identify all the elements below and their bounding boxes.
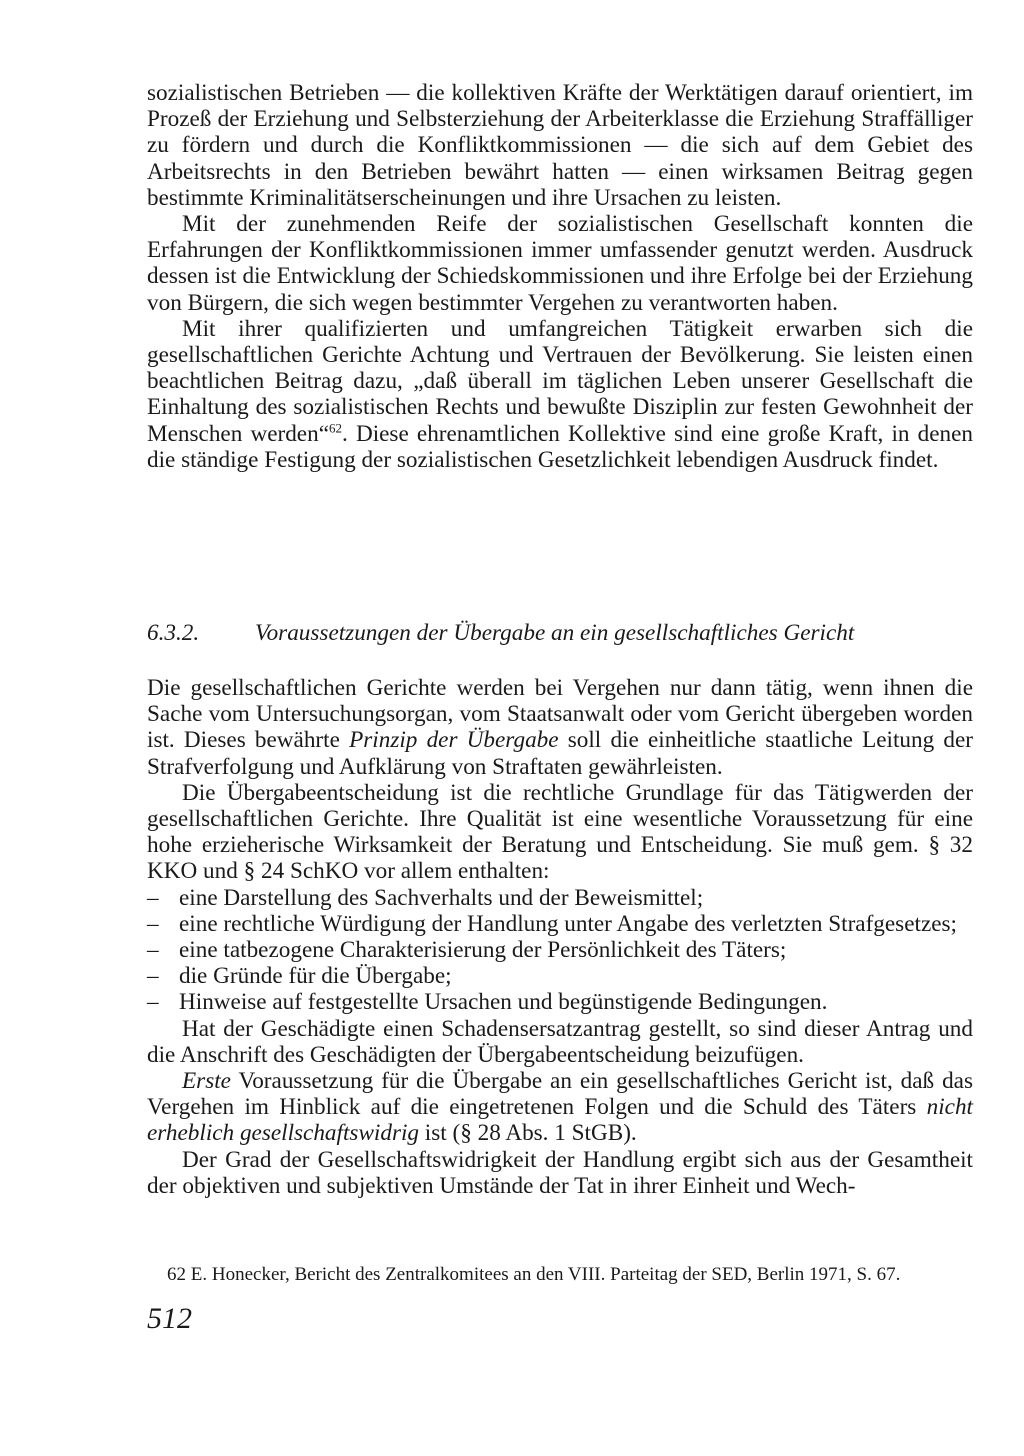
paragraph-2: Mit der zunehmenden Reife der sozialistischen Gesellschaft konnten die Erfahrungen der Konfliktkommissionen immer umfassender genutzt werden. Ausdruck dessen ist die Entwicklung der Schiedskommissionen und ihre Erfolge bei der Erziehung von Bürgern, die sich wegen bestimmter Vergehen zu verantworten haben.: [147, 211, 973, 316]
dash-bullet: –: [147, 910, 159, 937]
paragraph-7: [147, 1068, 973, 1147]
paragraph-6: Hat der Geschädigte einen Schadensersatzantrag gestellt, so sind dieser Antrag und die Anschrift des Geschädigten der Übergabeentscheidung beizufügen.: [147, 1015, 973, 1068]
paragraph-4-text-end: soll die einheitliche staatliche Leitung der Strafverfolgung und Aufklärung von Straftaten gewährleisten.: [147, 727, 973, 780]
paragraph-5: Die Übergabeentscheidung ist die rechtliche Grundlage für das Tätigwerden der gesellschaftlichen Gerichte. Ihre Qualität ist eine wesentliche Voraussetzung für eine hohe erzieherische Wirksamkeit der Beratung und Entscheidung. Sie muß gem. § 32 KKO und § 24 SchKO vor allem enthalten:: [147, 779, 973, 885]
paragraph-3: [147, 316, 973, 473]
dash-bullet: –: [147, 937, 159, 964]
paragraph-7-text: Voraussetzung für die Übergabe an ein gesellschaftliches Gericht ist, daß das Vergehen im Hinblick auf die eingetretenen Folgen und die Schuld des Täters: [147, 1068, 973, 1121]
list-item-text: eine Darstellung des Sachverhalts und der Beweismittel;: [179, 884, 704, 911]
paragraph-3-text: Mit ihrer qualifizierten und umfangreichen Tätigkeit erwarben sich die gesellschaftlichen Gerichte Achtung und Vertrauen der Bevölkerung. Sie leisten einen beachtlichen Beitrag dazu, „daß überall im täglichen Leben unserer Gesellschaft die Einhaltung des sozialistischen Rechts und bewußte Disziplin zur festen Gewohnheit der Menschen werden“: [147, 315, 973, 447]
paragraph-7-text-end: ist (§ 28 Abs. 1 StGB).: [419, 1120, 637, 1147]
dash-bullet: –: [147, 963, 159, 990]
paragraph-1: sozialistischen Betrieben — die kollektiven Kräfte der Werktätigen darauf orientiert, im Prozeß der Erziehung und Selbsterziehung der Arbeiterklasse die Erziehung Straffälliger zu fördern und durch die Konfliktkommissionen — die sich auf dem Gebiet des Arbeitsrechts in den Betrieben bewährt hatten — einen wirksamen Beitrag gegen bestimmte Kriminalitätserscheinungen und ihre Ursachen zu leisten.: [147, 80, 973, 211]
section-number: 6.3.2.: [147, 620, 200, 646]
dash-bullet: –: [147, 884, 159, 911]
list-item-text: eine rechtliche Würdigung der Handlung unter Angabe des verletzten Strafgesetzes;: [179, 910, 957, 937]
list-item: [147, 989, 973, 1015]
main-text-block: [147, 80, 973, 473]
list-item-text: die Gründe für die Übergabe;: [179, 963, 452, 990]
list-item-text: Hinweise auf festgestellte Ursachen und begünstigende Bedingungen.: [179, 989, 828, 1016]
section-body: [147, 675, 973, 1199]
list-item: [147, 911, 973, 937]
paragraph-8: Der Grad der Gesellschaftswidrigkeit der Handlung ergibt sich aus der Gesamtheit der objektiven und subjektiven Umstände der Tat in ihrer Einheit und Wech-: [147, 1146, 973, 1199]
list-item: [147, 937, 973, 963]
page-number: 512: [147, 1302, 192, 1335]
dash-bullet: –: [147, 989, 159, 1016]
emphasis-prinzip: Prinzip der Übergabe: [349, 727, 559, 754]
paragraph-4-text: Die gesellschaftlichen Gerichte werden bei Vergehen nur dann tätig, wenn ihnen die Sache vom Untersuchungsorgan, vom Staatsanwalt oder vom Gericht übergeben worden ist. Dieses bewährte: [147, 675, 973, 754]
list-item: [147, 963, 973, 989]
paragraph-3-text-end: . Diese ehrenamtlichen Kollektive sind eine große Kraft, in denen die ständige Festigung der sozialistischen Gesetzlichkeit lebendigen Ausdruck findet.: [147, 420, 974, 473]
emphasis-erste: Erste: [182, 1068, 231, 1095]
list-item-text: eine tatbezogene Charakterisierung der Persönlichkeit des Täters;: [179, 937, 787, 964]
footnote-reference: 62: [329, 419, 342, 435]
footnote: 62 E. Honecker, Bericht des Zentralkomitees an den VIII. Parteitag der SED, Berlin 1971, S. 67.: [167, 1264, 901, 1285]
emphasis-nicht-erheblich: nicht erheblich gesellschaftswidrig: [147, 1094, 973, 1147]
paragraph-4: [147, 675, 973, 780]
requirements-list: [147, 885, 973, 1016]
list-item: [147, 885, 973, 911]
section-title: Voraussetzungen der Übergabe an ein gesellschaftliches Gericht: [255, 620, 855, 646]
section-heading: [147, 619, 973, 647]
